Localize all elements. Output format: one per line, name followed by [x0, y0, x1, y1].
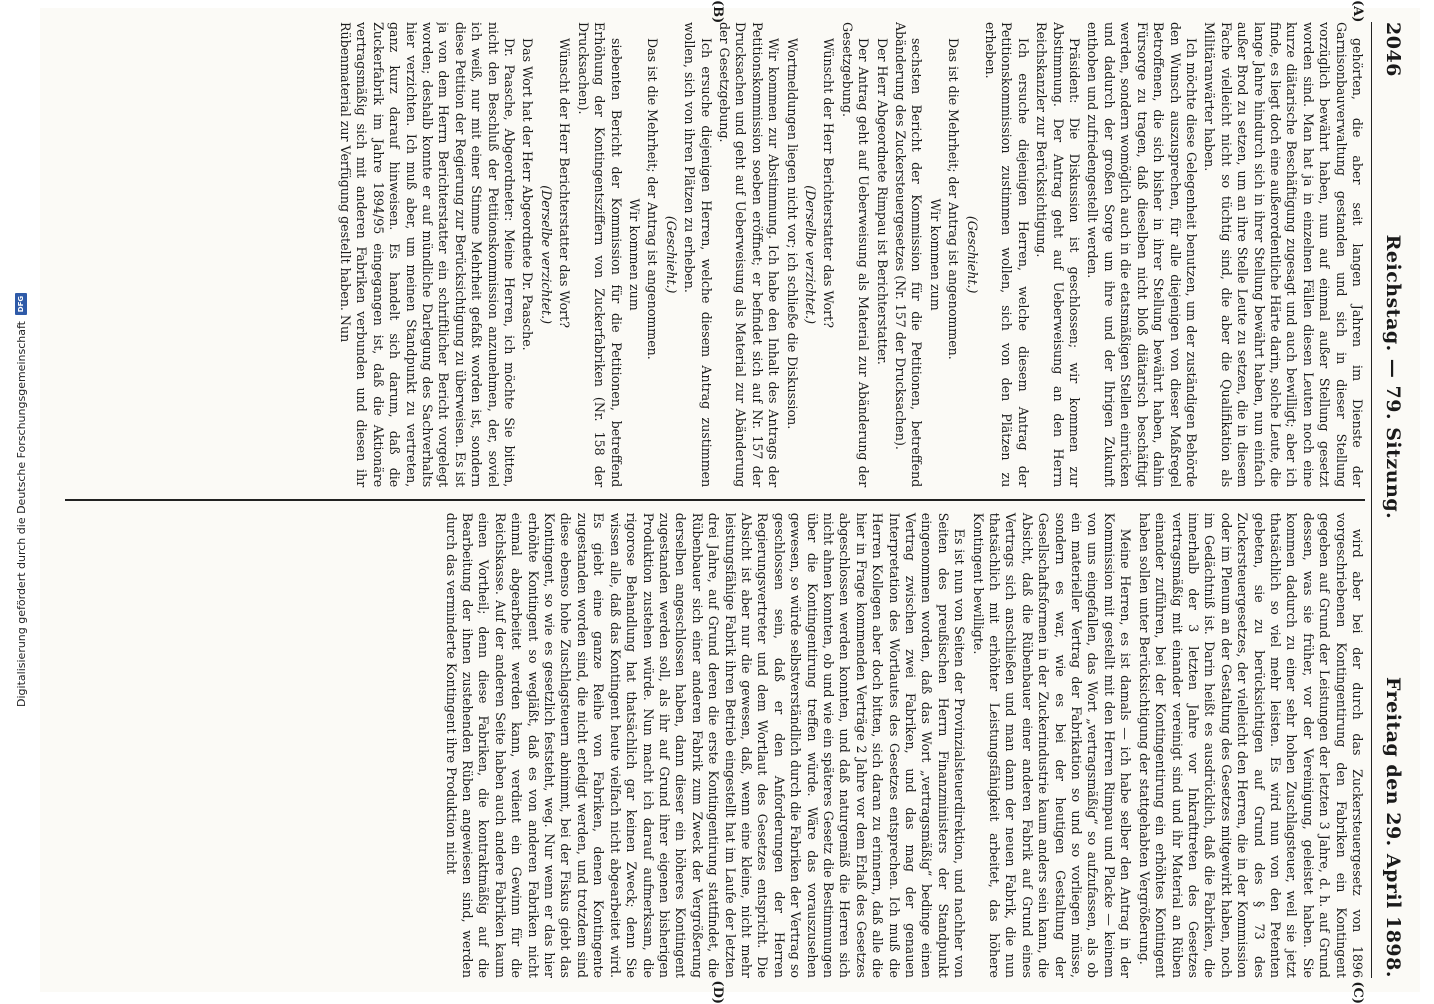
page-title: Reichstag. — 79. Sitzung.: [1382, 234, 1404, 520]
paragraph: (Geschieht.): [663, 215, 679, 294]
paragraph: siebenten Bericht der Kommission für die Petitionen, betreffend Erhöhung der Kontingentsziffern von Zuckerfabriken (Nr. 158 der Drucksachen).: [575, 22, 624, 488]
rotated-page: [54, 0, 1410, 1004]
paragraph: Das ist die Mehrheit; der Antrag ist angenommen.: [946, 38, 962, 360]
digitization-credit: [6, 0, 36, 1000]
paragraph: Ich möchte diese Gelegenheit benutzen, um der zuständigen Behörde den Wunsch auszusprechen, für alle diejenigen von dieser Maßregel Betroffenen, die sich bisher in ihrer Stellung bewährt haben, dahin Fürsorge zu tragen, daß dieselben nicht bloß diätarisch beschäftigt werden, sondern womöglich auch in die etatsmäßigen Stellen einrücken und dadurch der großen Sorge um ihre und der Ihrigen Zukunft enthoben und zufriedengestellt werden.: [1085, 22, 1199, 488]
paragraph: sechsten Bericht der Kommission für die Petitionen, betreffend Abänderung des Zuckersteuergesetzes (Nr. 157 der Drucksachen).: [893, 22, 925, 488]
paragraph: Das Wort hat der Herr Abgeordnete Dr. Paasche.: [520, 38, 536, 351]
paragraph: Es ist nun von Seiten der Provinzialsteuerdirektion, und nachher von Seiten des preußischen Herrn Finanzministers der Standpunkt eingenommen worden, daß das Wort „vertragsmäßig“ bedinge einen Vertrag zwischen zwei Fabriken, und das mag der genauen Interpretation des Wortlautes des Gesetzes entsprechen. Ich muß die Herren Kollegen aber doch bitten, sich daran zu erinnern, daß alle die hier in Frage kommenden Verträge 2 Jahre vor dem Erlaß des Gesetzes abgeschlossen werden konnten, und daß naturgemäß die Herren sich nicht ahnen konnten, ob und wie ein späteres Gesetz die Bestimmungen über die Kontingentirung treffen würde. Wäre das vorauszusehen gewesen, so würde selbstverständlich durch die Fabriken der Vertrag so geschlossen sein, daß er den Anforderungen der Herren Regierungsvertreter und dem Wortlaut des Gesetzes entspricht. Die Absicht ist aber nur die gewesen, daß, wenn eine kleine, nicht mehr leistungsfähige Fabrik ihren Betrieb eingestellt hat im Laufe der letzten drei Jahre, auf Grund deren die erste Kontingentirung stattfindet, die Rübenbauer sich einer anderen Fabrik zum Zweck der Vergrößerung derselben angeschlossen haben, dann dieser ein höheres Kontingent zugestanden werden soll, als ihr auf Grund ihrer eigenen bisherigen Produktion zustehen würde. Nun macht ich darauf aufmerksam, die rigorose Behandlung hat thatsächlich gar keinen Zweck; denn Sie wissen alle, daß das Kontingent heute vielfach nicht abgearbeitet wird. Es giebt eine ganze Reihe von Fabriken, denen Kontingente zugestanden worden sind, die nicht erledigt werden, und trotzdem sind diese ebenso hohe Zuschlagsteuern abnimmt, bei der Fiskus giebt das Kontingent, so wie es gesetzlich feststeht, weg. Nur wenn er das hier erhöhte Kontingent so wegläßt, daß es von anderen Fabriken nicht einmal abgearbeitet werden kann, verdient ein Gewinn für die Reichskasse. Auf der anderen Seite haben auch andere Fabriken kaum einen Vortheil; denn diese Fabriken, die kontraktmäßig auf die Bearbeitung der ihnen zustehenden Rüben angewiesen sind, werden durch das verminderte Kontingent ihre Produktion nicht: [443, 512, 968, 978]
right-column: [65, 501, 1365, 978]
running-head: [1371, 22, 1404, 978]
paragraph: Ich ersuche diejenigen Herren, welche diesem Antrag zustimmen wollen, sich von ihren Plätzen zu erheben.: [682, 22, 714, 488]
margin-marker-b: (B): [710, 0, 725, 24]
page-number: 2046: [1382, 22, 1404, 77]
dfg-logo: DFG: [15, 293, 27, 315]
margin-marker-a: (A): [1350, 0, 1365, 23]
paragraph: Ich ersuche diejenigen Herren, welche diesem Antrag der Petitionskommission zustimmen wollen, sich von den Plätzen zu erheben.: [983, 22, 1031, 488]
credit-text: Digitalisierung gefördert durch die Deutsche Forschungsgemeinschaft: [14, 321, 28, 707]
paragraph: Präsident: Die Diskussion ist geschlossen; wir kommen zur Abstimmung. Der Antrag geht auf Ueberweisung an den Herrn Reichskanzler zur Berücksichtigung.: [1034, 22, 1083, 488]
left-column: [65, 22, 1365, 499]
paragraph: Wortmeldungen liegen nicht vor; ich schließe die Diskussion.: [784, 38, 800, 430]
paragraph: (Geschieht.): [964, 215, 980, 294]
paragraph: Wir kommen zur Abstimmung. Ich habe den Inhalt des Antrags der Petitionskommission soeben eröffnet; er befindet sich auf Nr. 157 der Drucksachen und geht auf Ueberweisung als Material zur Abänderung der Gesetzgebung.: [716, 22, 782, 488]
margin-marker-d: (D): [710, 980, 725, 1004]
paragraph: Meine Herren, es ist damals — ich habe selber den Antrag in der Kommission mit gestellt mit den Herren Rimpau und Placke — keinem von uns eingefallen, das Wort „vertragsmäßig“ so aufzufassen, als ob ein materieller Vertrag der Fabrikation so und so vorliegen müsse, sondern es war, wie es bei der heutigen Gestaltung der Gesellschaftsformen in der Zuckerindustrie kaum anders sein kann, die Absicht, daß die Rübenbauer einer anderen Fabrik auf Grund eines Vertrags sich anschließen und man dann der neuen Fabrik, die nun thatsächlich mit erhöhter Leistungsfähigkeit arbeitet, das höhere Kontingent bewilligte.: [970, 512, 1134, 978]
paragraph: Der Herr Abgeordnete Rimpau ist Berichterstatter.: [874, 38, 890, 365]
paragraph: wird aber bei der durch das Zuckersteuergesetz von 1896 vorgeschriebenen Kontingentirung den Fabriken ein Kontingent gegeben auf Grund der Leistungen der letzten 3 Jahre, d. h. auf Grund dessen, was sie früher, vor der Vereinigung, geleistet haben. Sie kommen dadurch zu einer sehr hohen Zuschlagsteuer, weil sie jetzt thatsächlich so viel mehr leisten. Es wird nun von den Petenten gebeten, sie zu berücksichtigen auf Grund des § 73 des Zuckersteuergesetzes, der vielleicht den Herren, die in der Kommission oder im Plenum an der Gestaltung des Gesetzes mitgewirkt haben, noch im Gedächtniß ist. Darin heißt es ausdrücklich, daß die Fabriken, die innerhalb der 3 letzten Jahre vor Inkrafttreten des Gesetzes vertragsmäßig mit einander vereinigt sind und ihr Material an Rüben einander zuführen, bei der Kontingentirung ein erhöhtes Kontingent haben sollen unter Berücksichtigung der stattgehabten Vergrößerung.: [1136, 512, 1365, 978]
paragraph: Wünscht der Herr Berichterstatter das Wort?: [821, 38, 837, 328]
paragraph: (Derselbe verzichtet.): [803, 185, 818, 325]
paragraph: Wir kommen zum: [626, 198, 642, 311]
paragraph: Das ist die Mehrheit; der Antrag ist angenommen.: [645, 38, 661, 360]
text-columns: [65, 0, 1365, 1004]
paragraph: (Derselbe verzichtet.): [538, 185, 554, 325]
paragraph: gehörten, die aber seit langen Jahren im Dienste der Garnisonbauverwaltung gestanden und sich in dieser Stellung vorzüglich bewährt haben, nun auf einmal außer Stellung gesetzt worden sind. Man hat ja in einzelnen Fällen diesen Leuten noch eine kurze diätarische Beschäftigung zugesagt und auch bewilligt; aber ich finde, es liegt doch eine außerordentliche Härte darin, solche Leute, die lange Jahre hindurch sich in ihrer Stellung bewährt haben, nun einfach außer Brod zu setzen, um an ihre Stelle Leute zu setzen, die in diesem Fache vielleicht nicht so tüchtig sind, die aber die Qualifikation als Militäranwärter haben.: [1202, 22, 1365, 488]
margin-marker-c: (C): [1350, 981, 1365, 1004]
paragraph: Dr. Paasche, Abgeordneter: Meine Herren, ich möchte Sie bitten, nicht den Beschluß der Petitionskommission anzunehmen, der, soviel ich weiß, nur mit einer Stimme Mehrheit gefaßt worden ist, sondern diese Petition der Regierung zur Berücksichtigung zu überweisen. Es ist ja von dem Herrn Berichterstatter ein schriftlicher Bericht vorgelegt worden; deshalb konnte er auf mündliche Darlegung des Sachverhalts hier verzichten. Ich muß aber, um meinen Standpunkt zu vertreten, ganz kurz darauf hinweisen. Es handelt sich darum, daß die Zuckerfabrik im Jahre 1894/95 eingegangen ist, daß die Aktionäre vertragsmäßig sich mit anderen Fabriken verbunden und diesen ihr Rübenmaterial zur Verfügung gestellt haben. Nun: [338, 22, 518, 488]
paragraph: Wünscht der Herr Berichterstatter das Wort?: [557, 38, 573, 328]
paragraph: Der Antrag geht auf Ueberweisung als Material zur Abänderung der Gesetzgebung.: [839, 22, 872, 488]
paragraph: Wir kommen zum: [927, 198, 943, 311]
session-date: Freitag den 29. April 1898.: [1382, 676, 1404, 978]
